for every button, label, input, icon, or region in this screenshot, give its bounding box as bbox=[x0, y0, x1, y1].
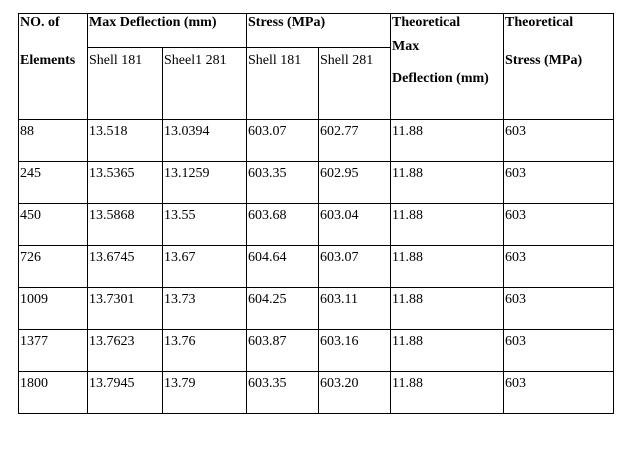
cell-shell281-deflection: 13.1259 bbox=[163, 162, 247, 204]
cell-shell281-deflection: 13.73 bbox=[163, 288, 247, 330]
header-row-1 bbox=[19, 14, 614, 48]
header-theoretical-stress bbox=[504, 14, 614, 120]
cell-theoretical-deflection: 11.88 bbox=[391, 162, 504, 204]
cell-theoretical-deflection: 11.88 bbox=[391, 204, 504, 246]
cell-shell281-stress: 603.20 bbox=[319, 372, 391, 414]
header-elements-line1: NO. of bbox=[20, 15, 60, 30]
cell-shell181-stress: 604.25 bbox=[247, 288, 319, 330]
cell-elements: 1800 bbox=[19, 372, 88, 414]
cell-elements: 1377 bbox=[19, 330, 88, 372]
header-theoretical-line3: Deflection (mm) bbox=[392, 71, 489, 87]
cell-shell181-deflection: 13.5868 bbox=[88, 204, 163, 246]
subheader-shell281-deflection: Sheel1 281 bbox=[163, 48, 247, 120]
cell-shell281-deflection: 13.76 bbox=[163, 330, 247, 372]
cell-theoretical-stress: 603 bbox=[504, 204, 614, 246]
header-theoretical-line2: Max bbox=[392, 39, 420, 55]
cell-shell281-deflection: 13.79 bbox=[163, 372, 247, 414]
cell-theoretical-stress: 603 bbox=[504, 120, 614, 162]
cell-shell181-deflection: 13.7945 bbox=[88, 372, 163, 414]
subheader-shell181-stress: Shell 181 bbox=[247, 48, 319, 120]
table-row bbox=[19, 330, 614, 372]
header-theoretical-line1: Theoretical bbox=[392, 15, 461, 30]
cell-shell281-stress: 602.95 bbox=[319, 162, 391, 204]
table-row bbox=[19, 372, 614, 414]
cell-shell181-deflection: 13.518 bbox=[88, 120, 163, 162]
cell-elements: 245 bbox=[19, 162, 88, 204]
cell-shell281-stress: 603.04 bbox=[319, 204, 391, 246]
cell-shell281-deflection: 13.67 bbox=[163, 246, 247, 288]
cell-theoretical-stress: 603 bbox=[504, 246, 614, 288]
header-theoretical-max-deflection bbox=[391, 14, 504, 120]
subheader-shell281-stress: Shell 281 bbox=[319, 48, 391, 120]
cell-theoretical-stress: 603 bbox=[504, 162, 614, 204]
cell-shell281-stress: 603.07 bbox=[319, 246, 391, 288]
cell-shell181-stress: 603.35 bbox=[247, 162, 319, 204]
subheader-shell181-deflection: Shell 181 bbox=[88, 48, 163, 120]
cell-shell281-deflection: 13.55 bbox=[163, 204, 247, 246]
header-theoretical-stress-line2: Stress (MPa) bbox=[505, 53, 583, 69]
cell-shell181-stress: 603.07 bbox=[247, 120, 319, 162]
cell-shell181-deflection: 13.7623 bbox=[88, 330, 163, 372]
cell-elements: 450 bbox=[19, 204, 88, 246]
cell-shell281-stress: 602.77 bbox=[319, 120, 391, 162]
table-row bbox=[19, 204, 614, 246]
header-max-deflection: Max Deflection (mm) bbox=[88, 14, 247, 48]
header-elements bbox=[19, 14, 88, 120]
cell-theoretical-deflection: 11.88 bbox=[391, 288, 504, 330]
cell-elements: 726 bbox=[19, 246, 88, 288]
cell-theoretical-deflection: 11.88 bbox=[391, 246, 504, 288]
cell-theoretical-deflection: 11.88 bbox=[391, 120, 504, 162]
header-elements-line2: Elements bbox=[20, 53, 76, 69]
table-body bbox=[19, 120, 614, 414]
cell-theoretical-stress: 603 bbox=[504, 288, 614, 330]
cell-shell181-deflection: 13.6745 bbox=[88, 246, 163, 288]
table-row bbox=[19, 288, 614, 330]
cell-theoretical-stress: 603 bbox=[504, 330, 614, 372]
cell-shell181-deflection: 13.5365 bbox=[88, 162, 163, 204]
cell-shell281-stress: 603.11 bbox=[319, 288, 391, 330]
cell-theoretical-deflection: 11.88 bbox=[391, 372, 504, 414]
table-row bbox=[19, 162, 614, 204]
header-theoretical-stress-line1: Theoretical bbox=[505, 15, 574, 30]
table-row bbox=[19, 246, 614, 288]
cell-shell181-stress: 603.35 bbox=[247, 372, 319, 414]
results-table bbox=[18, 13, 614, 414]
cell-shell181-stress: 603.87 bbox=[247, 330, 319, 372]
cell-shell281-deflection: 13.0394 bbox=[163, 120, 247, 162]
cell-shell181-deflection: 13.7301 bbox=[88, 288, 163, 330]
header-stress: Stress (MPa) bbox=[247, 14, 391, 48]
cell-shell281-stress: 603.16 bbox=[319, 330, 391, 372]
cell-elements: 88 bbox=[19, 120, 88, 162]
cell-shell181-stress: 603.68 bbox=[247, 204, 319, 246]
cell-theoretical-stress: 603 bbox=[504, 372, 614, 414]
cell-theoretical-deflection: 11.88 bbox=[391, 330, 504, 372]
table-row bbox=[19, 120, 614, 162]
cell-elements: 1009 bbox=[19, 288, 88, 330]
cell-shell181-stress: 604.64 bbox=[247, 246, 319, 288]
